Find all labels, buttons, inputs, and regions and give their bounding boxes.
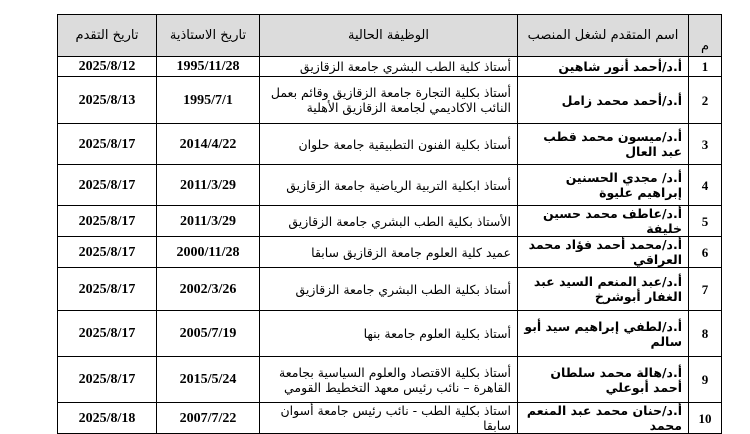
table-row xyxy=(58,77,722,124)
row-prof-date: 2011/3/29 xyxy=(157,165,260,206)
row-num: 8 xyxy=(689,311,722,357)
row-num: 5 xyxy=(689,206,722,237)
row-num: 1 xyxy=(689,57,722,77)
row-job: أستاذ بكلية الاقتصاد والعلوم السياسية بجامعة القاهرة – نائب رئيس معهد التخطيط القومي xyxy=(260,357,518,403)
header-job: الوظيفة الحالية xyxy=(260,15,518,57)
row-name: أ.د/لطفي إبراهيم سيد أبو سالم xyxy=(518,311,689,357)
row-name: أ.د/أحمد أنور شاهين xyxy=(518,57,689,77)
row-name: أ.د/ مجدي الحسنين إبراهيم عليوة xyxy=(518,165,689,206)
row-job: عميد كلية العلوم جامعة الزقازيق سابقا xyxy=(260,237,518,268)
row-num: 10 xyxy=(689,403,722,434)
row-prof-date: 2002/3/26 xyxy=(157,268,260,311)
table-row xyxy=(58,237,722,268)
row-job: الأستاذ بكلية الطب البشري جامعة الزقازيق xyxy=(260,206,518,237)
row-job: أستاذ بكلية الفنون التطبيقية جامعة حلوان xyxy=(260,124,518,165)
table-row xyxy=(58,124,722,165)
table-row xyxy=(58,311,722,357)
row-prof-date: 2005/7/19 xyxy=(157,311,260,357)
row-name: أ.د/محمد أحمد فؤاد محمد العراقي xyxy=(518,237,689,268)
header-num: م xyxy=(689,15,722,57)
row-apply-date: 2025/8/17 xyxy=(58,165,157,206)
table-row xyxy=(58,357,722,403)
row-apply-date: 2025/8/18 xyxy=(58,403,157,434)
table-row xyxy=(58,403,722,434)
table-row xyxy=(58,268,722,311)
row-name: أ.د/عبد المنعم السيد عبد الغفار أبوشرخ xyxy=(518,268,689,311)
row-num: 9 xyxy=(689,357,722,403)
row-apply-date: 2025/8/13 xyxy=(58,77,157,124)
row-num: 7 xyxy=(689,268,722,311)
row-apply-date: 2025/8/12 xyxy=(58,57,157,77)
row-prof-date: 1995/7/1 xyxy=(157,77,260,124)
row-job: أستاذ بكلية الطب البشري جامعة الزقازيق xyxy=(260,268,518,311)
row-apply-date: 2025/8/17 xyxy=(58,268,157,311)
header-apply-date: تاريخ التقدم xyxy=(58,15,157,57)
row-name: أ.د/أحمد محمد زامل xyxy=(518,77,689,124)
row-prof-date: 2011/3/29 xyxy=(157,206,260,237)
table-row xyxy=(58,165,722,206)
row-job: أستاذ بكلية العلوم جامعة بنها xyxy=(260,311,518,357)
row-apply-date: 2025/8/17 xyxy=(58,237,157,268)
row-num: 4 xyxy=(689,165,722,206)
row-apply-date: 2025/8/17 xyxy=(58,357,157,403)
row-job: أستاذ ابكلية التربية الرياضية جامعة الزقازيق xyxy=(260,165,518,206)
applicants-table xyxy=(57,14,722,434)
row-name: أ.د/ميسون محمد قطب عبد العال xyxy=(518,124,689,165)
header-name: اسم المتقدم لشغل المنصب xyxy=(518,15,689,57)
row-apply-date: 2025/8/17 xyxy=(58,124,157,165)
row-prof-date: 2014/4/22 xyxy=(157,124,260,165)
row-apply-date: 2025/8/17 xyxy=(58,311,157,357)
row-name: أ.د/حنان محمد عبد المنعم محمد xyxy=(518,403,689,434)
table-row xyxy=(58,57,722,77)
row-num: 3 xyxy=(689,124,722,165)
row-prof-date: 2007/7/22 xyxy=(157,403,260,434)
row-num: 6 xyxy=(689,237,722,268)
row-prof-date: 1995/11/28 xyxy=(157,57,260,77)
row-job: استاذ بكلية الطب - نائب رئيس جامعة أسوان سابقا xyxy=(260,403,518,434)
header-prof-date: تاريخ الاستاذية xyxy=(157,15,260,57)
table-header-row xyxy=(58,15,722,57)
table-row xyxy=(58,206,722,237)
row-name: أ.د/عاطف محمد حسين خليفة xyxy=(518,206,689,237)
row-prof-date: 2000/11/28 xyxy=(157,237,260,268)
row-prof-date: 2015/5/24 xyxy=(157,357,260,403)
row-name: أ.د/هالة محمد سلطان أحمد أبوعلي xyxy=(518,357,689,403)
row-job: أستاذ بكلية التجارة جامعة الزقازيق وقائم بعمل النائب الاكاديمي لجامعة الزقازيق الأهلية xyxy=(260,77,518,124)
row-job: أستاذ كلية الطب البشري جامعة الزقازيق xyxy=(260,57,518,77)
row-num: 2 xyxy=(689,77,722,124)
row-apply-date: 2025/8/17 xyxy=(58,206,157,237)
applicants-table-container xyxy=(57,14,712,434)
